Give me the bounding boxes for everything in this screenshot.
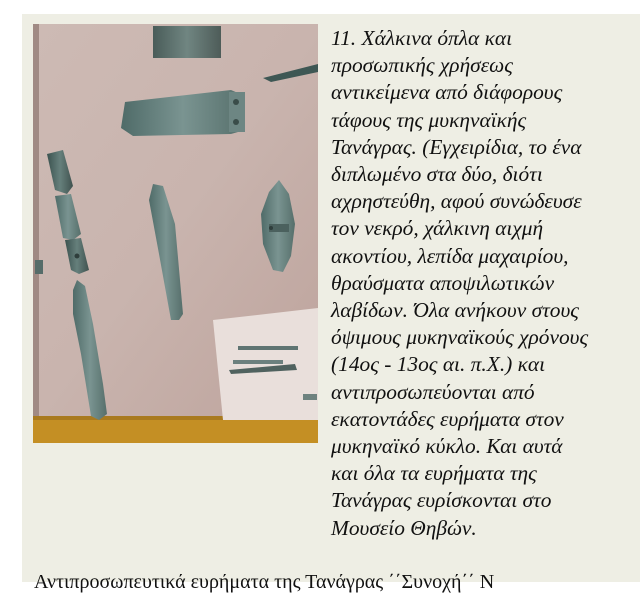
caption-line: λαβίδων. Όλα ανήκουν στους [331,298,579,323]
caption-line: τάφους της μυκηναϊκής [331,107,527,132]
caption-line: προσωπικής χρήσεως [331,53,513,78]
next-paragraph-text: Αντιπροσωπευτικά ευρήματα της Τανάγρας ΄΄Συνοχή΄΄ Ν [34,571,495,593]
caption-line: Τανάγρας. (Εγχειρίδια, το ένα [331,134,582,159]
caption-line: εκατοντάδες ευρήματα στον [331,406,564,431]
caption-line: τον νεκρό, χάλκινη αιχμή [331,216,544,241]
caption-line: ακοντίου, λεπίδα μαχαιρίου, [331,243,569,268]
caption-line: μυκηναϊκό κύκλο. Και αυτά [331,434,563,459]
caption-text [331,25,636,542]
caption-line: όψιμους μυκηναϊκούς χρόνους [331,325,589,350]
caption-line: αχρηστεύθη, αφού συνώδευσε [331,189,582,214]
caption-line: διπλωμένο στα δύο, διότι [331,162,543,187]
caption-line: (14ος - 13ος αι. π.Χ.) και [331,352,546,377]
caption-line: και όλα τα ευρήματα της [331,461,537,486]
bronze-artifacts-image [33,24,318,443]
caption-line: αντιπροσωπεύονται από [331,379,535,404]
caption-line: 11. Χάλκινα όπλα και [331,26,513,50]
caption-line: αντικείμενα από διάφορους [331,80,563,105]
caption-line: Τανάγρας ευρίσκονται στο [331,488,552,513]
artifact-photo [33,24,318,443]
caption-line: θραύσματα αποψιλωτικών [331,270,555,295]
caption-line: Μουσείο Θηβών. [331,515,477,540]
